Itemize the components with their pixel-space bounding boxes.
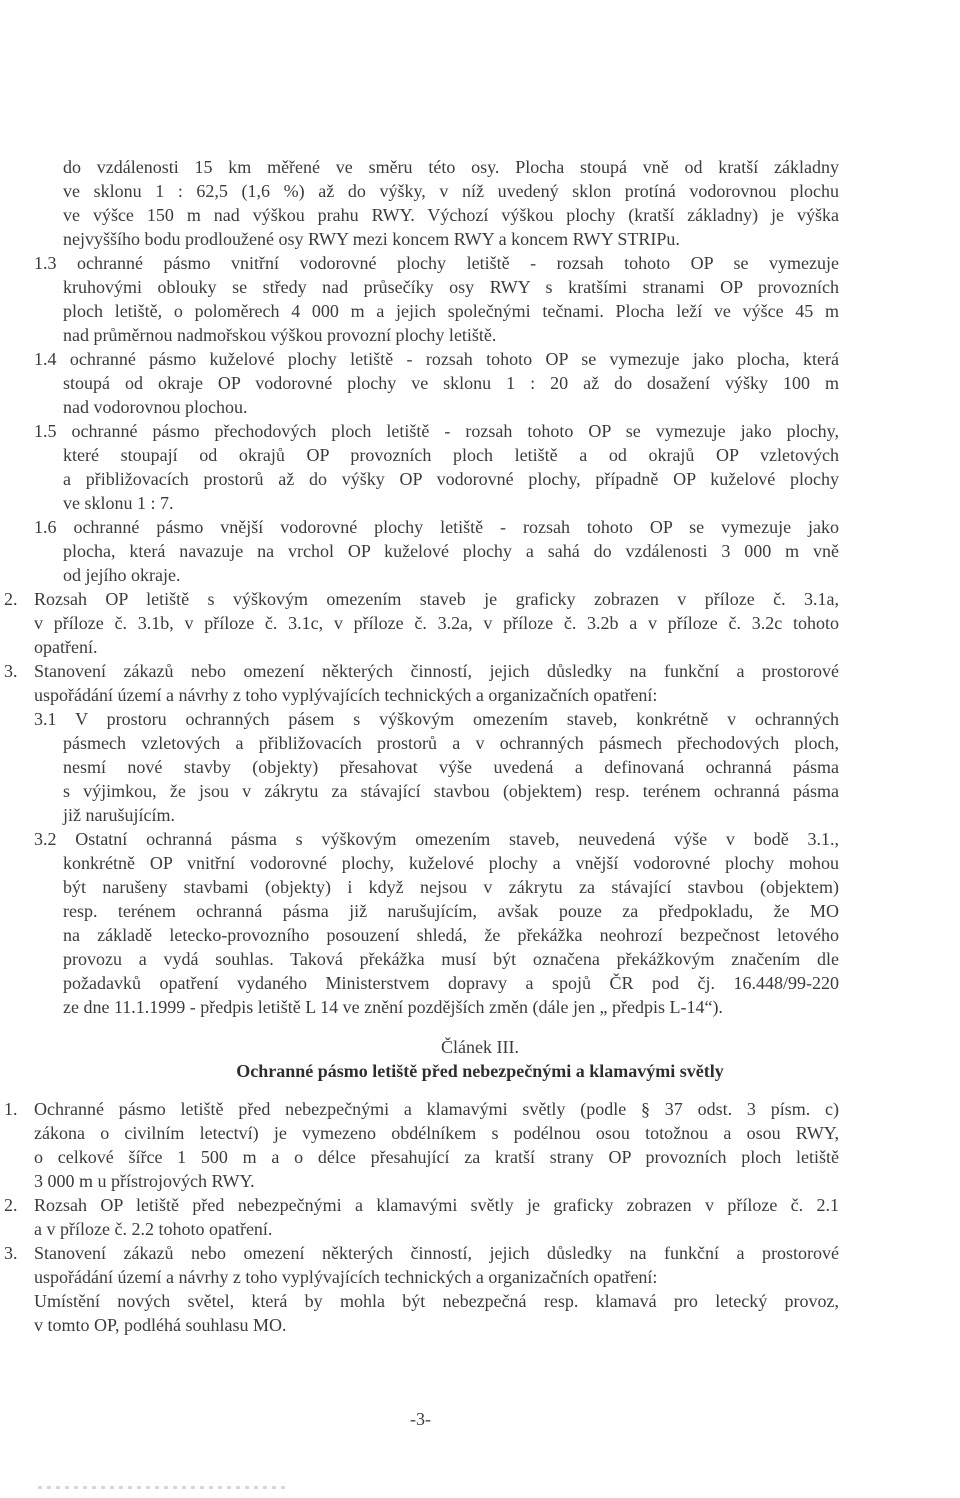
text-line: Stanovení zákazů nebo omezení některých činností, jejich důsledky na funkční a prostorové: [34, 1243, 839, 1263]
text-line: a přibližovacích prostorů až do výšky OP vodorovné plochy, případně OP kuželové plochy: [63, 469, 839, 489]
subsection-1-3-line: 1.3 ochranné pásmo vnitřní vodorovné plochy letiště - rozsah tohoto OP se vymezuje: [34, 253, 839, 273]
subsection-3-1-line: 3.1 V prostoru ochranných pásem s výškovým omezením staveb, konkrétně v ochranných: [34, 709, 839, 729]
text-line: s výjimkou, že jsou v zákrytu za stávající stavbou (objektem) resp. terénem ochranná pásma: [63, 781, 839, 801]
text-line: provozu a vydá souhlas. Taková překážka musí být označena překážkovým značením dle: [63, 949, 839, 969]
text-line: uspořádání území a návrhy z toho vyplývajících technických a organizačních opatření:: [34, 685, 658, 705]
text-line: nesmí nové stavby (objekty) přesahovat výše uvedená a definovaná ochranná pásma: [63, 757, 839, 777]
text-line: ploch letiště, o poloměrech 4 000 m a jejich společnými tečnami. Plocha leží ve výšce 45 m: [63, 301, 839, 321]
text-line: ze dne 11.1.1999 - předpis letiště L 14 ve znění pozdějších změn (dále jen „ předpis L-14“).: [63, 997, 723, 1017]
text-line: Rozsah OP letiště s výškovým omezením staveb je graficky zobrazen v příloze č. 3.1a,: [34, 589, 839, 609]
text-line: Rozsah OP letiště před nebezpečnými a klamavými světly je graficky zobrazen v příloze č. 2.1: [34, 1195, 839, 1215]
text-line: konkrétně OP vnitřní vodorovné plochy, kuželové plochy a vnější vodorovné plochy mohou: [63, 853, 839, 873]
text-line: Ochranné pásmo letiště před nebezpečnými a klamavými světly (podle § 37 odst. 3 písm. c): [34, 1099, 839, 1119]
article-title: Ochranné pásmo letiště před nebezpečnými a klamavými světly: [236, 1061, 724, 1081]
page-number: -3-: [410, 1409, 431, 1429]
text-line: nejvyššího bodu prodloužené osy RWY mezi koncem RWY a koncem RWY STRIPu.: [63, 229, 680, 249]
text-line: stoupá od okraje OP vodorovné plochy ve sklonu 1 : 20 až do dosažení výšky 100 m: [63, 373, 839, 393]
text-line: v tomto OP, podléhá souhlasu MO.: [34, 1315, 287, 1335]
text-line: na základě letecko-provozního posouzení shledá, že překážka neohrozí bezpečnost letového: [63, 925, 839, 945]
text-line: v příloze č. 3.1b, v příloze č. 3.1c, v příloze č. 3.2a, v příloze č. 3.2b a v příloze č. 3.2c tohoto: [34, 613, 839, 633]
text-line: ve sklonu 1 : 62,5 (1,6 %) až do výšky, v níž uvedený sklon protíná vodorovnou plochu: [63, 181, 839, 201]
text-line: ve sklonu 1 : 7.: [63, 493, 174, 513]
subsection-1-4-line: 1.4 ochranné pásmo kuželové plochy letiště - rozsah tohoto OP se vymezuje jako plocha, která: [34, 349, 839, 369]
text-line: nad vodorovnou plochou.: [63, 397, 248, 417]
text-line: kruhovými oblouky se středy nad průsečíky osy RWY s kratšími stranami OP provozních: [63, 277, 839, 297]
item-number: 2.: [4, 589, 18, 609]
text-line: resp. terénem ochranná pásma již narušujícím, avšak pouze za předpokladu, že MO: [63, 901, 839, 921]
text-line: Stanovení zákazů nebo omezení některých činností, jejich důsledky na funkční a prostorové: [34, 661, 839, 681]
text-line: opatření.: [34, 637, 98, 657]
text-line: od jejího okraje.: [63, 565, 181, 585]
subsection-3-2-line: 3.2 Ostatní ochranná pásma s výškovým omezením staveb, neuvedená výše v bodě 3.1.,: [34, 829, 839, 849]
item-number: 1.: [4, 1099, 18, 1119]
text-line: Umístění nových světel, která by mohla být nebezpečná resp. klamavá pro letecký provoz,: [34, 1291, 839, 1311]
subsection-1-6-line: 1.6 ochranné pásmo vnější vodorovné plochy letiště - rozsah tohoto OP se vymezuje jako: [34, 517, 839, 537]
text-line: a v příloze č. 2.2 tohoto opatření.: [34, 1219, 273, 1239]
text-line: ve výšce 150 m nad výškou prahu RWY. Výchozí výškou plochy (kratší základny) je výška: [63, 205, 839, 225]
text-line: být narušeny stavbami (objekty) i když nejsou v zákrytu za stávající stavbou (objektem): [63, 877, 839, 897]
subsection-1-5-line: 1.5 ochranné pásmo přechodových ploch letiště - rozsah tohoto OP se vymezuje jako plochy,: [34, 421, 839, 441]
item-number: 3.: [4, 661, 18, 681]
text-line: pásmech vzletových a přibližovacích prostorů a v ochranných pásmech přechodových ploch,: [63, 733, 839, 753]
article-heading: Článek III.: [441, 1037, 519, 1057]
text-line: které stoupají od okrajů OP provozních ploch letiště a od okrajů OP vzletových: [63, 445, 839, 465]
text-line: do vzdálenosti 15 km měřené ve směru této osy. Plocha stoupá vně od kratší základny: [63, 157, 839, 177]
scan-artifact: [38, 1486, 288, 1489]
text-line: plocha, která navazuje na vrchol OP kuželové plochy a sahá do vzdálenosti 3 000 m vně: [63, 541, 839, 561]
text-line: požadavků opatření vydaného Ministerstvem dopravy a spojů ČR pod čj. 16.448/99-220: [63, 973, 839, 993]
text-line: již narušujícím.: [63, 805, 175, 825]
text-line: zákona o civilním letectví) je vymezeno obdélníkem s podélnou osou totožnou a osou RWY,: [34, 1123, 839, 1143]
text-line: uspořádání území a návrhy z toho vyplývajících technických a organizačních opatření:: [34, 1267, 658, 1287]
item-number: 3.: [4, 1243, 18, 1263]
text-line: nad průměrnou nadmořskou výškou provozní plochy letiště.: [63, 325, 497, 345]
text-line: 3 000 m u přístrojových RWY.: [34, 1171, 255, 1191]
item-number: 2.: [4, 1195, 18, 1215]
text-line: o celkové šířce 1 500 m a o délce přesahující za kratší strany OP provozních ploch letiště: [34, 1147, 839, 1167]
